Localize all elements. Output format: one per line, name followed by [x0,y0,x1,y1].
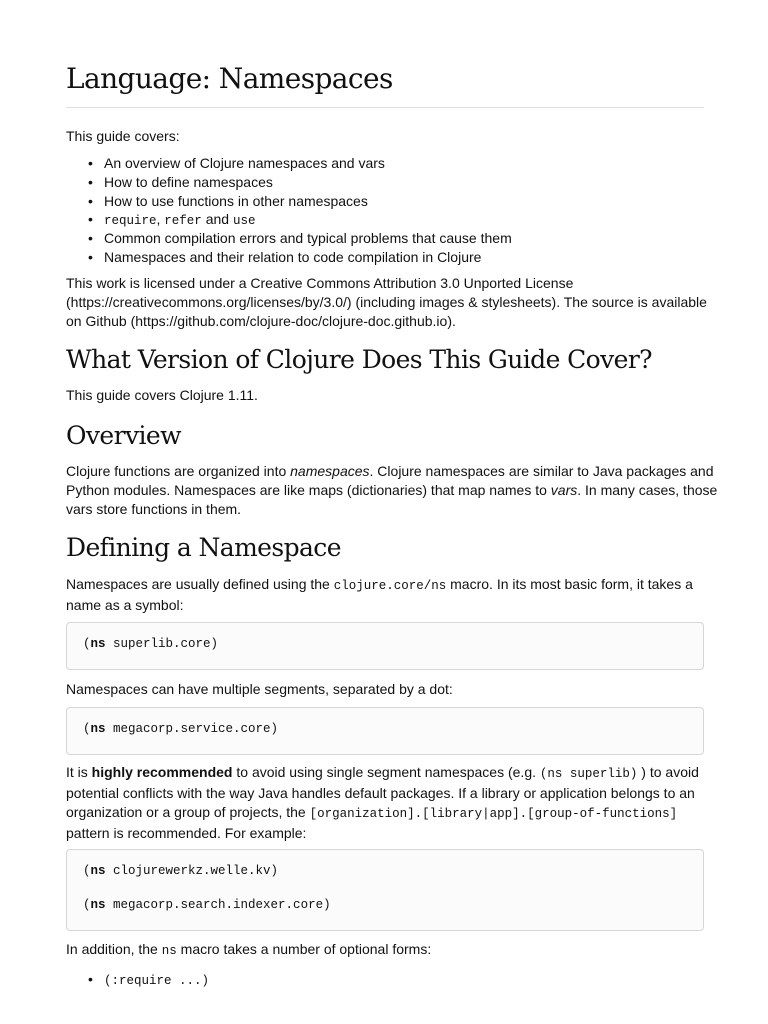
list-item: • An overview of Clojure namespaces and vars [88,155,385,171]
list-item: • (:require ...) [88,971,210,988]
title-divider [66,107,704,108]
list-item: • Common compilation errors and typical problems that cause them [88,230,512,247]
pattern-code: [organization].[library|app].[group-of-functions] [309,807,678,821]
defining-heading: Defining a Namespace [66,533,341,562]
ns-code: ns [161,944,177,958]
version-heading: What Version of Clojure Does This Guide Cover? [66,345,652,374]
require-code: require [104,214,157,229]
list-item: • Namespaces and their relation to code compilation in Clojure [88,248,482,265]
overview-heading: Overview [66,421,181,450]
list-item: • How to use functions in other namespaces [88,192,368,209]
optional-forms-list [66,970,209,989]
recommend-paragraph: It is highly recommended to avoid using single segment namespaces (e.g. (ns superlib) ) to avoid potential conflicts with the way Java handles default packages. If a library or application belongs to an organization or a group of projects, the [organization].[library|app].[group-of-functions] pattern is recommended. For example: [66,764,699,841]
code-block: (ns megacorp.service.core) [66,707,704,755]
license-paragraph: This work is licensed under a Creative Commons Attribution 3.0 Unported License (https://creativecommons.org/licenses/by/3.0/) (including images & stylesheets). The source is available on Github (https://github.com/clojure-doc/clojure-doc.github.io). [66,275,707,329]
code-block: (ns superlib.core) [66,622,704,670]
list-item: • How to define namespaces [88,173,273,190]
defining-paragraph: Namespaces are usually defined using the clojure.core/ns macro. In its most basic form, it takes a name as a symbol: [66,576,693,613]
version-text: This guide covers Clojure 1.11. [66,387,258,403]
covers-list [66,154,512,267]
page-title: Language: Namespaces [66,62,393,95]
segments-text: Namespaces can have multiple segments, separated by a dot: [66,681,453,697]
ns-superlib-code: (ns superlib) [539,767,638,781]
refer-code: refer [164,214,202,229]
code-block: (ns clojurewerkz.welle.kv) (ns megacorp.search.indexer.core) [66,849,704,931]
overview-paragraph: Clojure functions are organized into namespaces. Clojure namespaces are similar to Java packages and Python modules. Namespaces are like maps (dictionaries) that map names to vars. In many cases, those vars store functions in them. [66,463,718,517]
addition-text: In addition, the ns macro takes a number of optional forms: [66,941,432,958]
ns-macro-code: clojure.core/ns [333,579,447,593]
use-code: use [232,214,256,229]
intro-text: This guide covers: [66,128,180,144]
list-item: • require, refer and use [88,211,256,229]
